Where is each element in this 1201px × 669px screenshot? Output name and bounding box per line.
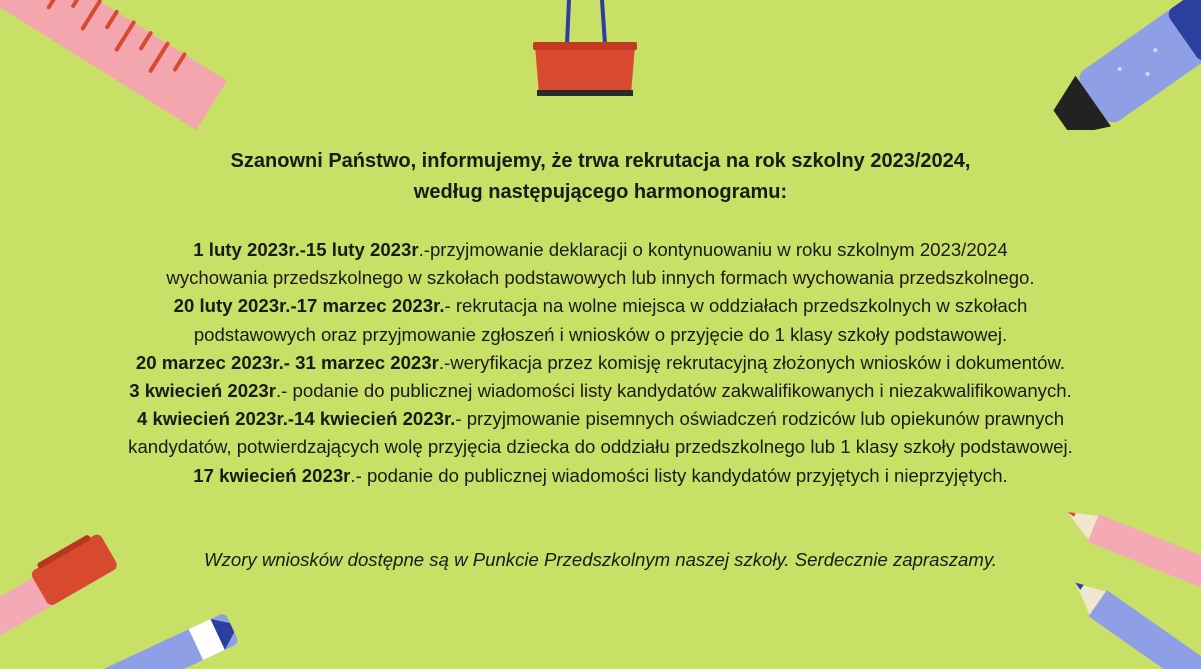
schedule-separator: - bbox=[444, 295, 456, 317]
schedule-item bbox=[0, 377, 1201, 405]
heading-line-2: według następującego harmonogramu: bbox=[413, 181, 788, 203]
schedule-separator: - bbox=[455, 408, 467, 430]
schedule-dates: 17 kwiecień 2023r bbox=[193, 464, 351, 486]
page-title bbox=[0, 146, 1201, 208]
schedule-item bbox=[0, 349, 1201, 377]
pen-icon bbox=[90, 600, 240, 669]
schedule-item bbox=[0, 462, 1201, 490]
schedule-dates: 20 marzec 2023r.- 31 marzec 2023r bbox=[135, 351, 439, 373]
schedule-dates: 20 luty 2023r.-17 marzec 2023r. bbox=[173, 295, 445, 317]
ruler-icon bbox=[0, 0, 230, 130]
schedule-text: przyjmowanie deklaracji o kontynuowaniu w roku szkolnym 2023/2024 bbox=[429, 239, 1008, 260]
binder-clip-icon bbox=[525, 0, 645, 100]
schedule-text: przyjmowanie pisemnych oświadczeń rodziców lub opiekunów prawnych bbox=[466, 408, 1065, 430]
schedule-separator: .- bbox=[350, 464, 367, 486]
schedule-item bbox=[0, 405, 1201, 461]
schedule-dates: 3 kwiecień 2023r bbox=[129, 380, 276, 402]
schedule-separator: .- bbox=[418, 239, 430, 260]
pencil-icon bbox=[1060, 580, 1201, 669]
footer-note: Wzory wniosków dostępne są w Punkcie Przedszkolnym naszej szkoły. Serdecznie zapraszamy. bbox=[204, 549, 997, 570]
schedule-dates: 1 luty 2023r.-15 luty 2023r bbox=[193, 239, 419, 260]
schedule-dates: 4 kwiecień 2023r.-14 kwiecień 2023r. bbox=[136, 408, 456, 430]
schedule-list bbox=[0, 236, 1201, 490]
schedule-text-continued: podstawowych oraz przyjmowanie zgłoszeń i wniosków o przyjęcie do 1 klasy szkoły podstawowej. bbox=[193, 323, 1008, 345]
schedule-separator: .- bbox=[438, 351, 451, 373]
marker-icon bbox=[1040, 0, 1201, 130]
schedule-item bbox=[0, 236, 1201, 292]
schedule-text: podanie do publicznej wiadomości listy kandydatów zakwalifikowanych i niezakwalifikowanych. bbox=[292, 380, 1072, 402]
schedule-item bbox=[0, 292, 1201, 348]
schedule-text-continued: kandydatów, potwierdzających wolę przyjęcia dziecka do oddziału przedszkolnego lub 1 klasy szkoły podstawowej. bbox=[128, 436, 1073, 458]
schedule-text: weryfikacja przez komisję rekrutacyjną złożonych wniosków i dokumentów. bbox=[450, 351, 1066, 373]
heading-line-1: Szanowni Państwo, informujemy, że trwa rekrutacja na rok szkolny 2023/2024, bbox=[230, 150, 971, 172]
schedule-separator: .- bbox=[275, 380, 293, 402]
schedule-text-continued: wychowania przedszkolnego w szkołach podstawowych lub innych formach wychowania przedszkolnego. bbox=[166, 267, 1035, 289]
schedule-text: podanie do publicznej wiadomości listy kandydatów przyjętych i nieprzyjętych. bbox=[366, 464, 1008, 486]
schedule-text: rekrutacja na wolne miejsca w oddziałach przedszkolnych w szkołach bbox=[455, 295, 1028, 317]
